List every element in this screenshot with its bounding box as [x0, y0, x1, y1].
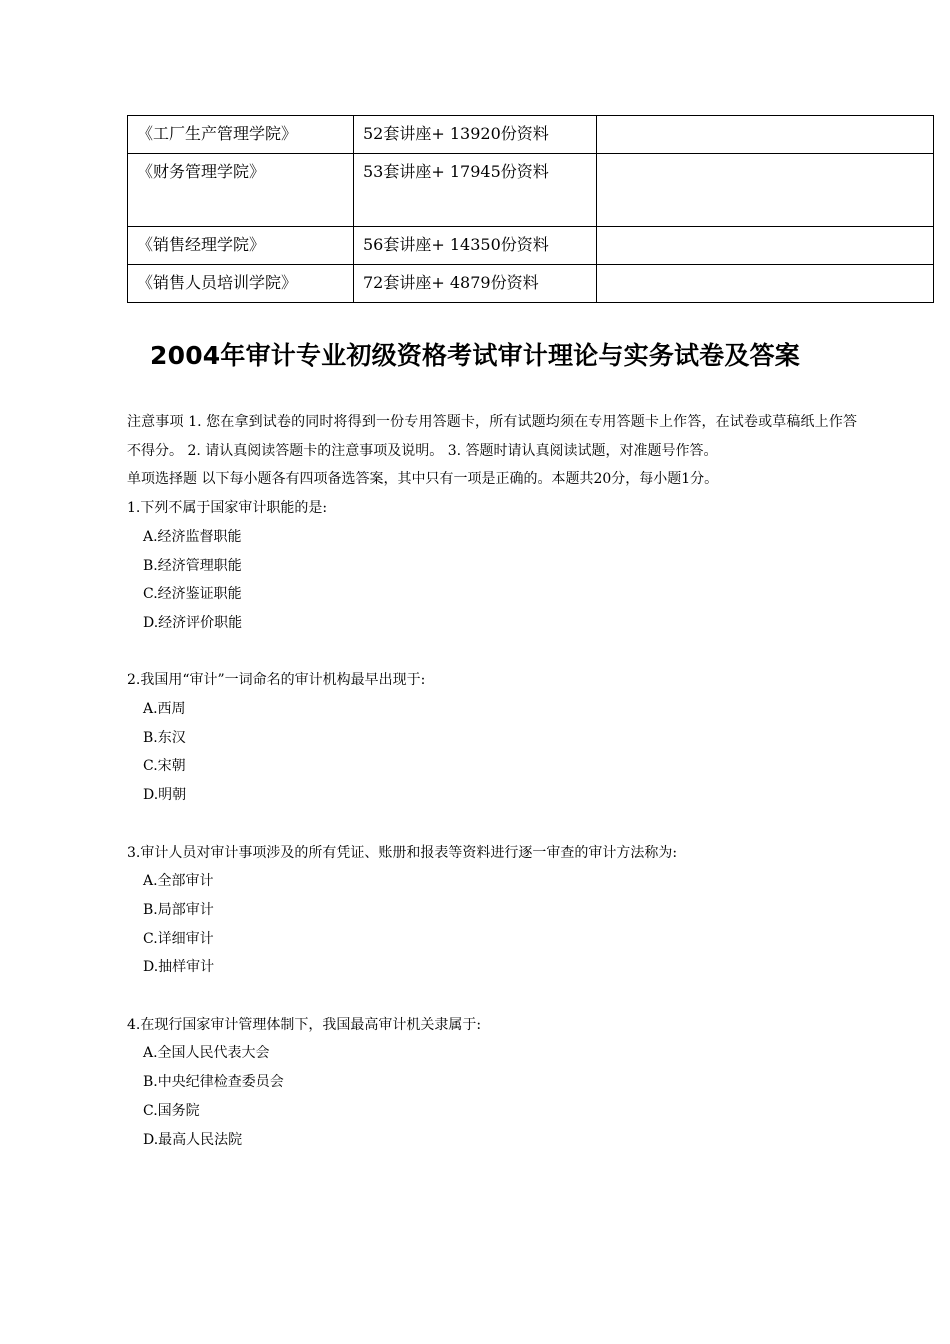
table-cell: 《工厂生产管理学院》 [128, 116, 354, 154]
answer-option: A.全部审计 [143, 873, 214, 890]
answer-option: D.抽样审计 [143, 959, 215, 976]
question-block [127, 666, 857, 810]
table-cell: 56套讲座+ 14350份资料 [354, 227, 597, 265]
exam-body [127, 408, 857, 1154]
answer-option: C.国务院 [143, 1102, 200, 1119]
answer-option: B.中央纪律检查委员会 [143, 1074, 284, 1091]
question-text: 2.我国用“审计”一词命名的审计机构最早出现于: [127, 672, 426, 689]
answer-option: A.经济监督职能 [143, 528, 242, 545]
table-cell: 72套讲座+ 4879份资料 [354, 265, 597, 303]
question-text: 4.在现行国家审计管理体制下，我国最高审计机关隶属于: [127, 1016, 482, 1033]
courses-table [127, 115, 934, 303]
answer-option: B.经济管理职能 [143, 557, 242, 574]
answer-option: A.全国人民代表大会 [143, 1045, 270, 1062]
table-cell: 《财务管理学院》 [128, 154, 354, 227]
notice-paragraph: 注意事项 1. 您在拿到试卷的同时将得到一份专用答题卡，所有试题均须在专用答题卡上作答，在试卷或草稿纸上作答不得分。 2. 请认真阅读答题卡的注意事项及说明。 3. 答题时请认真阅读试题，对准题号作答。 [127, 414, 857, 459]
table-cell [597, 265, 934, 303]
table-row [128, 227, 934, 265]
table-cell: 《销售人员培训学院》 [128, 265, 354, 303]
table-cell [597, 116, 934, 154]
table-row [128, 116, 934, 154]
answer-option: C.经济鉴证职能 [143, 586, 242, 603]
table-cell-text: 53套讲座+ 17945份资料 [363, 162, 549, 181]
section-instructions: 单项选择题 以下每小题各有四项备选答案，其中只有一项是正确的。本题共20分，每小题1分。 [127, 471, 719, 488]
answer-option: B.局部审计 [143, 901, 214, 918]
answer-option: D.经济评价职能 [143, 614, 243, 631]
document-title: 2004年审计专业初级资格考试审计理论与实务试卷及答案 [150, 341, 800, 370]
table-cell [597, 227, 934, 265]
question-block [127, 839, 857, 983]
question-text: 1.下列不属于国家审计职能的是: [127, 500, 328, 517]
answer-option: D.明朝 [143, 787, 187, 804]
table-row [128, 265, 934, 303]
answer-option: C.详细审计 [143, 930, 214, 947]
answer-option: D.最高人民法院 [143, 1131, 243, 1148]
table-cell [597, 154, 934, 227]
answer-option: B.东汉 [143, 729, 186, 746]
answer-option: C.宋朝 [143, 758, 186, 775]
question-block [127, 1011, 857, 1155]
table-row [128, 154, 934, 227]
question-text: 3.审计人员对审计事项涉及的所有凭证、账册和报表等资料进行逐一审查的审计方法称为: [127, 844, 678, 861]
table-cell: 《销售经理学院》 [128, 227, 354, 265]
table-cell [354, 154, 597, 227]
answer-option: A.西周 [143, 701, 186, 718]
question-block [127, 494, 857, 638]
table-cell: 52套讲座+ 13920份资料 [354, 116, 597, 154]
